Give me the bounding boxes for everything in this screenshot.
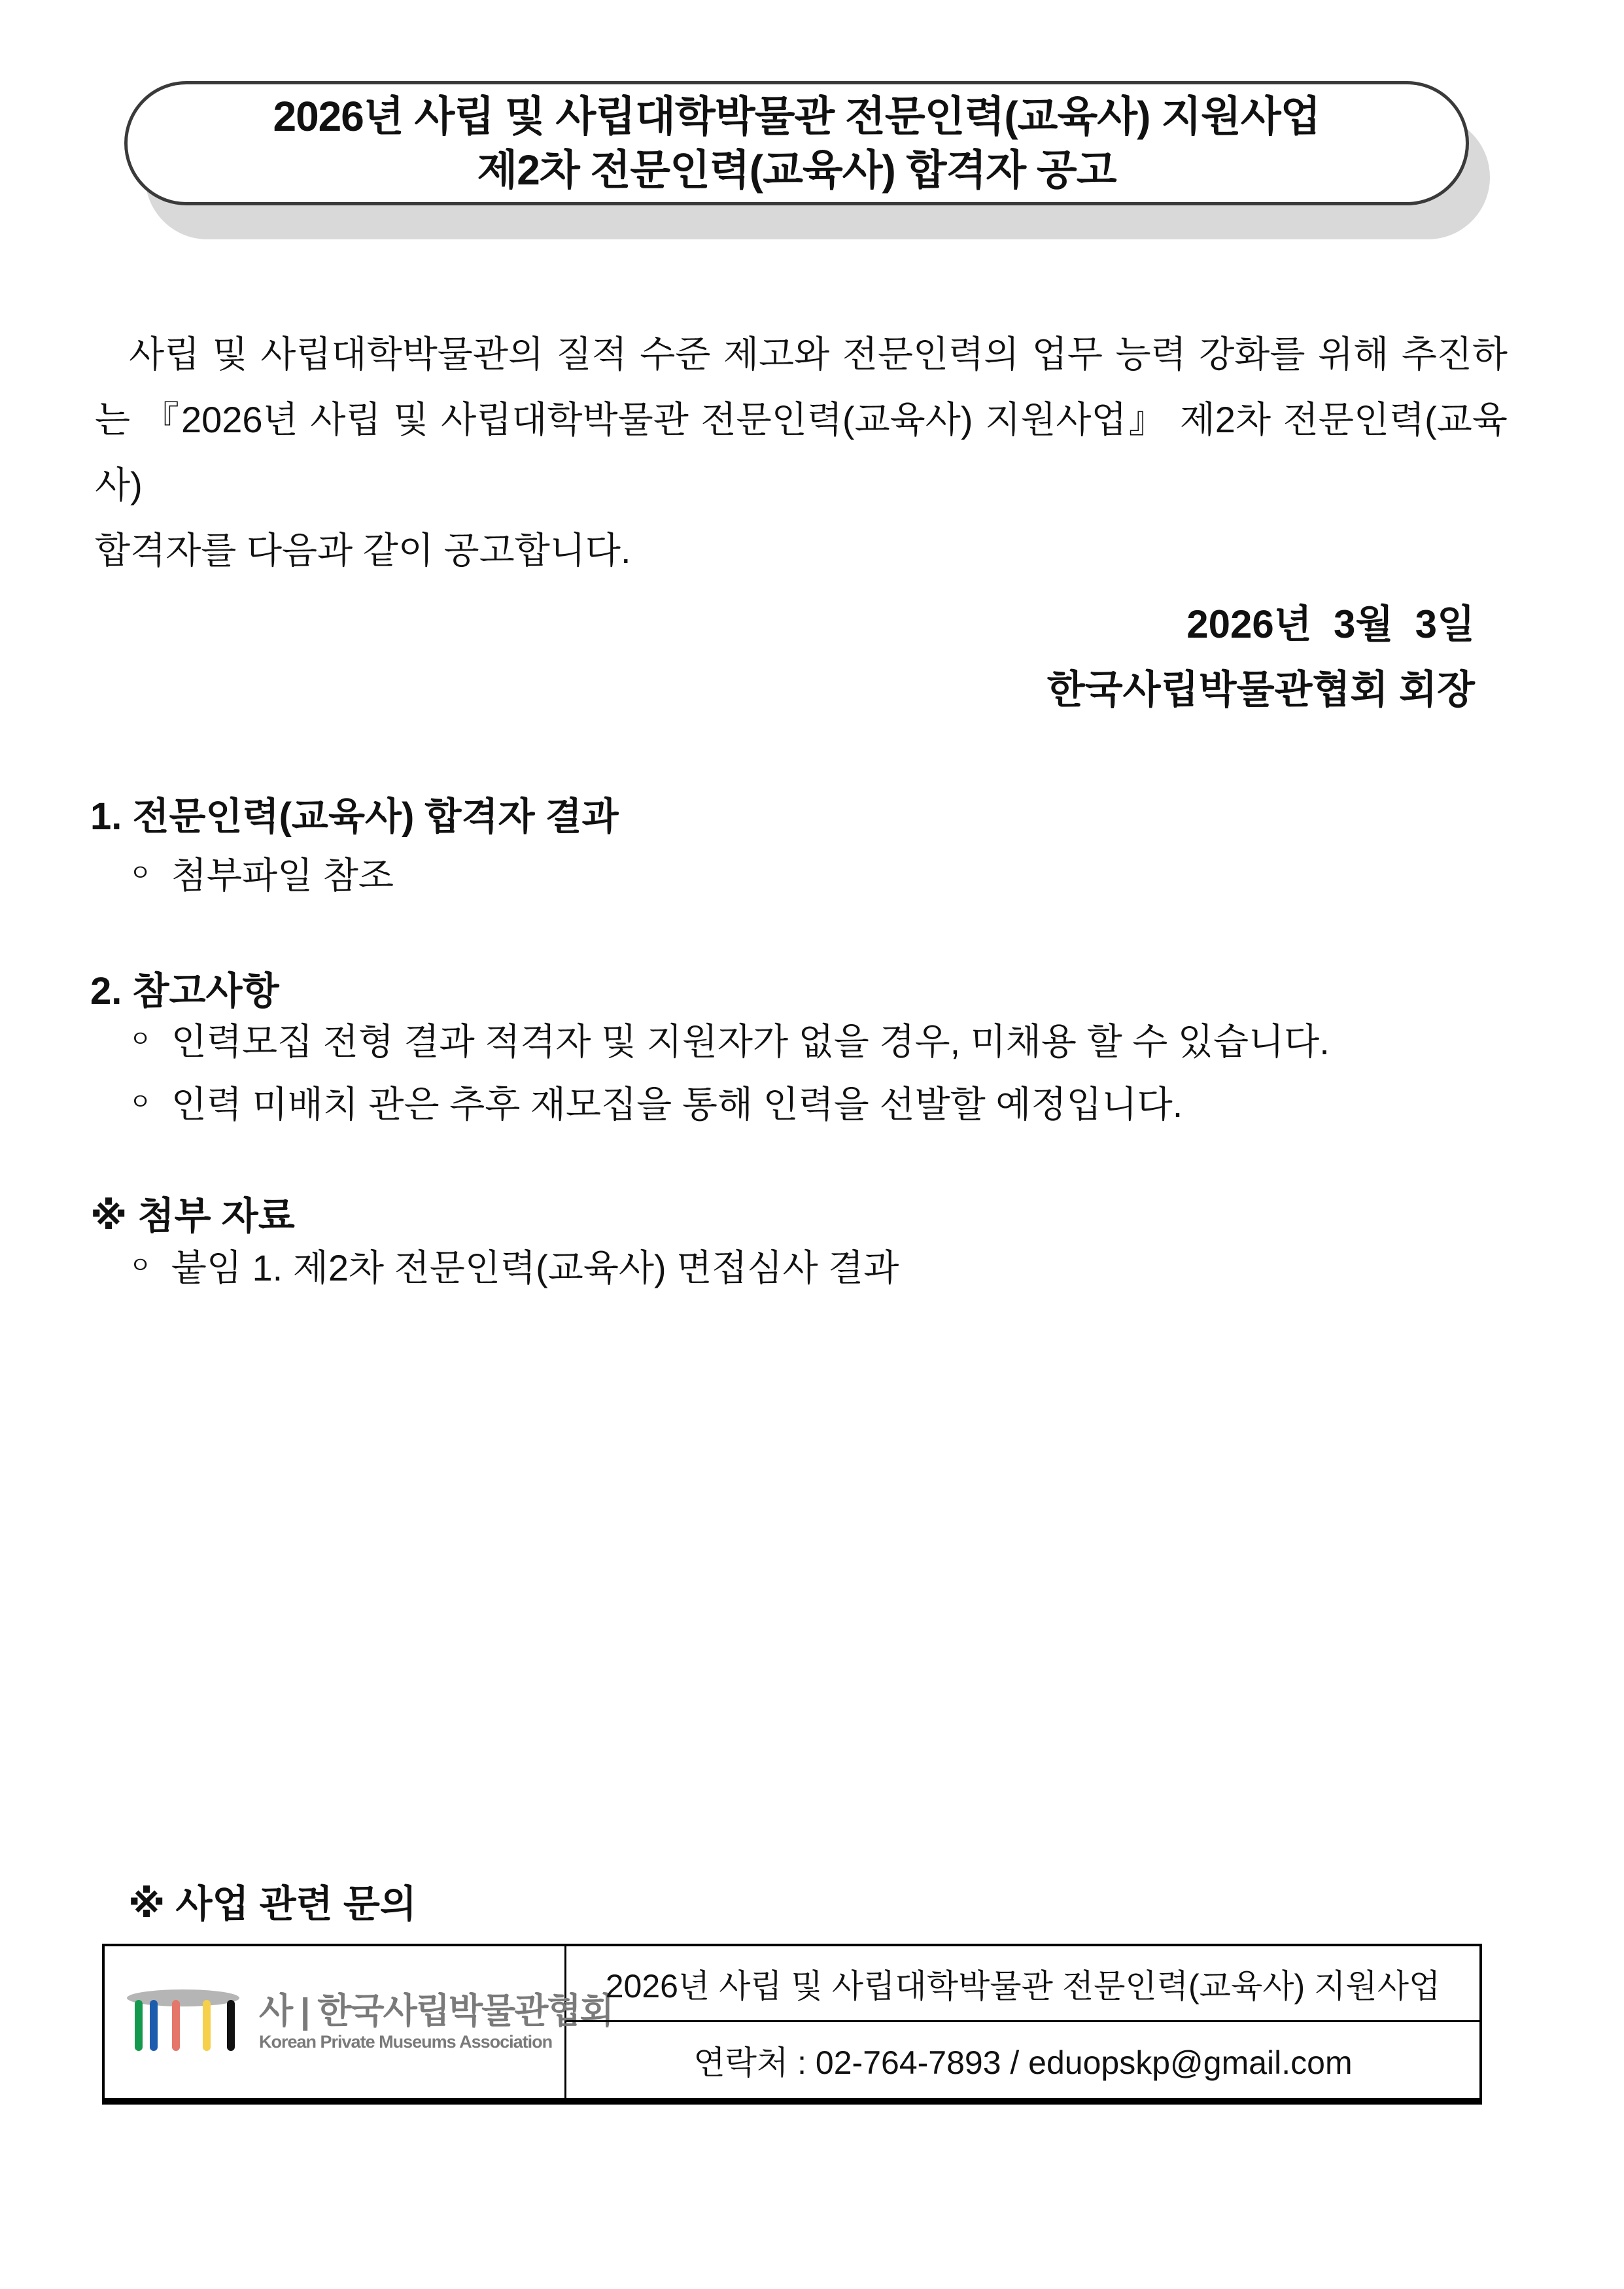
date-line: 2026년 3월 3일 [1186,602,1475,646]
bullet-text: 인력모집 전형 결과 적격자 및 지원자가 없을 경우, 미채용 할 수 있습니다. [171,1021,1330,1062]
intro-line-2: 는 『2026년 사립 및 사립대학박물관 전문인력(교육사) 지원사업』 제2차 전문인력(교육사) [95,399,1508,506]
logo-bar-blue [150,2000,158,2051]
contact-info-cell: 연락처 : 02-764-7893 / eduopskp@gmail.com [693,2044,1353,2081]
circle-bullet-icon: ㅇ [129,1025,152,1052]
section-2-heading: 2. 참고사항 [90,970,279,1012]
date-signature-block [1047,592,1475,723]
logo-cell [105,1946,613,2098]
title-box [124,81,1469,205]
section-2-bullet-2 [129,1071,1183,1133]
logo-bar-green [135,2000,143,2051]
pavilion-logo-icon [127,1989,239,2055]
kpma-logo [127,1989,613,2055]
circle-bullet-icon: ㅇ [129,1252,152,1279]
signature-line: 한국사립박물관협회 회장 [1046,668,1475,712]
logo-roof-shape [127,1989,239,2006]
intro-line-3: 합격자를 다음과 같이 공고합니다. [95,530,631,571]
section-1-heading: 1. 전문인력(교육사) 합격자 결과 [90,795,619,838]
intro-line-1: 사립 및 사립대학박물관의 질적 수준 제고와 전문인력의 업무 능력 강화를 위해 추진하 [129,334,1508,375]
intro-paragraph [95,322,1508,583]
attachment-heading: ※ 첨부 자료 [90,1195,295,1237]
contact-heading: ※ 사업 관련 문의 [128,1883,417,1925]
title-line-1: 2026년 사립 및 사립대학박물관 전문인력(교육사) 지원사업 [273,93,1321,140]
logo-english-name: Korean Private Museums Association [259,2032,553,2052]
logo-text-block [259,1991,613,2053]
logo-bar-yellow [203,2000,211,2051]
attachment-bullet-1 [129,1234,899,1297]
section-2-bullet-1 [129,1008,1330,1071]
program-name-cell: 2026년 사립 및 사립대학박물관 전문인력(교육사) 지원사업 [566,1946,1479,2022]
title-line-2: 제2차 전문인력(교육사) 합격자 공고 [477,146,1116,194]
contact-table [102,1944,1482,2105]
bullet-text: 붙임 1. 제2차 전문인력(교육사) 면접심사 결과 [171,1247,899,1288]
section-1-bullet-1 [129,842,394,904]
logo-bar-salmon [172,2000,180,2051]
logo-bar-black [227,2000,235,2051]
circle-bullet-icon: ㅇ [129,859,152,886]
bullet-text: 첨부파일 참조 [171,855,394,896]
bullet-text: 인력 미배치 관은 추후 재모집을 통해 인력을 선발할 예정입니다. [171,1084,1183,1125]
logo-korean-name: 사 | 한국사립박물관협회 [259,1991,613,2031]
circle-bullet-icon: ㅇ [129,1088,152,1115]
